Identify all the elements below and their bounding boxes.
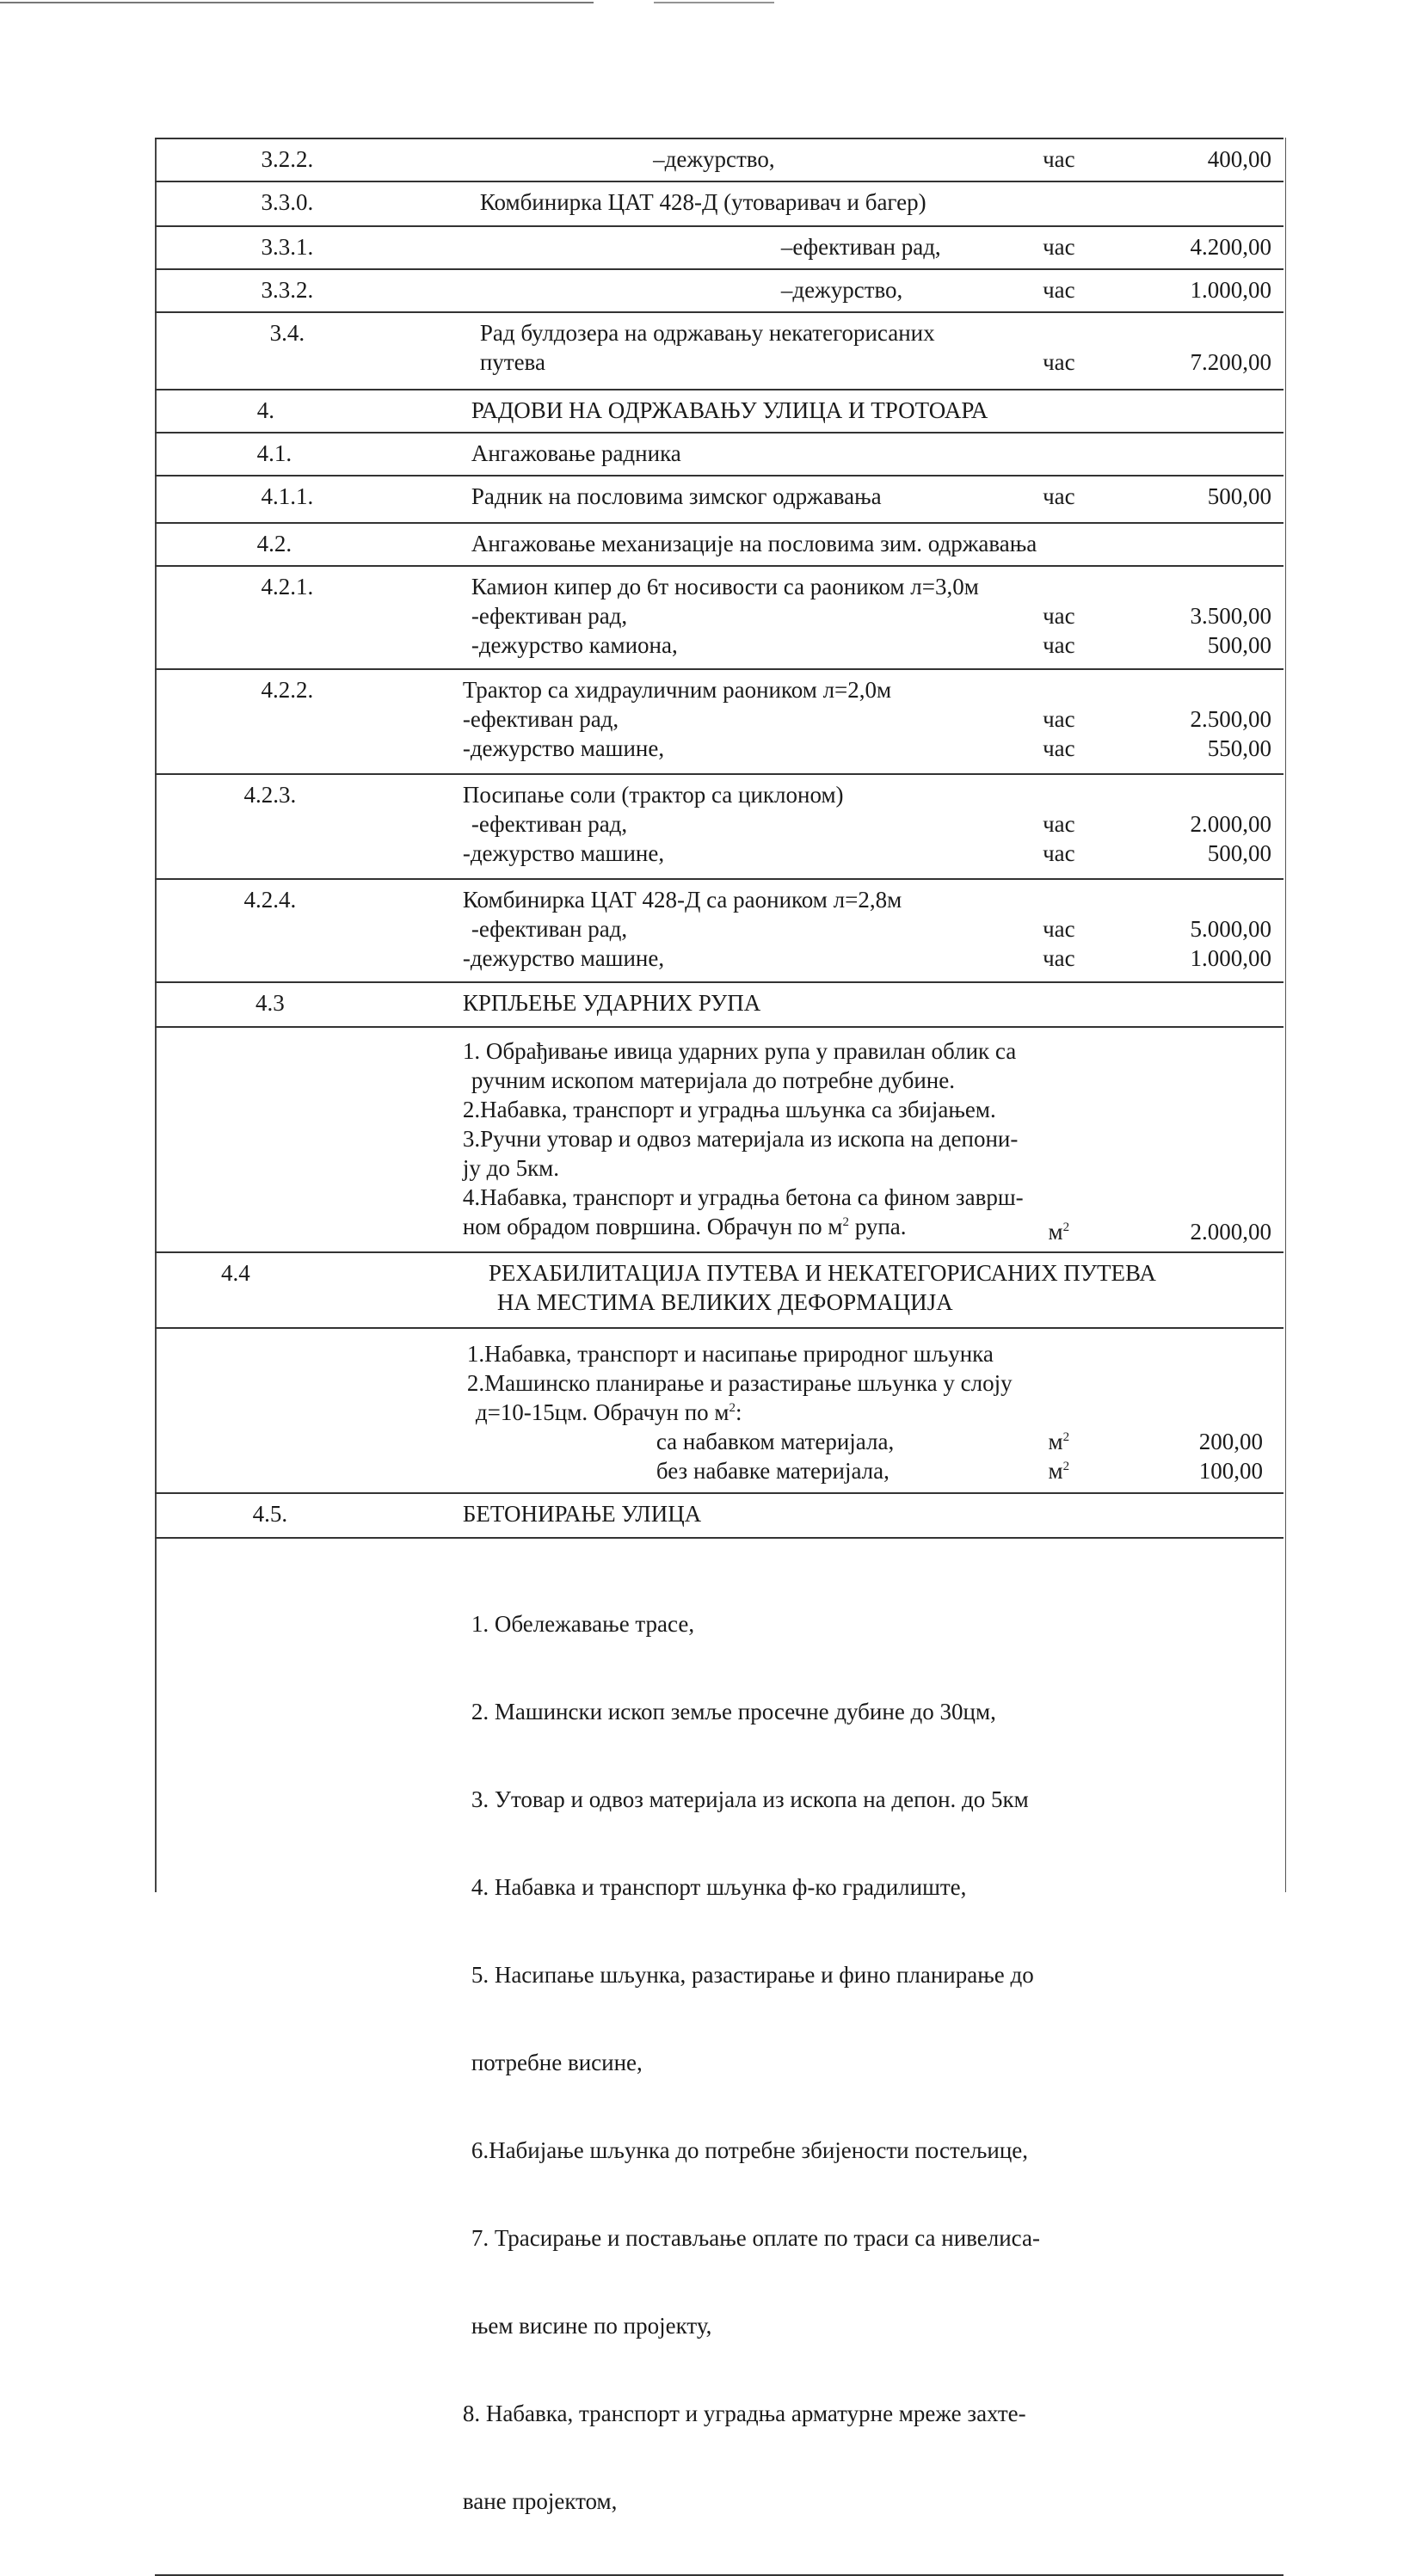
sub-description: без набавке материјала,: [656, 1458, 890, 1484]
table-row: [155, 879, 1283, 982]
item-unit: час: [1043, 945, 1075, 971]
item-quantity: 2.000,00: [1190, 811, 1271, 837]
table-row: [155, 226, 1283, 269]
sub-description: -дежурство камиона,: [471, 632, 678, 658]
description-line: 2.Машинско планирање и разастирање шљунка у слоју: [466, 1370, 1013, 1396]
item-number: 3.4.: [269, 320, 305, 346]
sub-description: са набавком материјала,: [656, 1429, 895, 1454]
item-unit: час: [1043, 735, 1075, 761]
item-unit: час: [1043, 632, 1075, 658]
table-row: [155, 669, 1283, 774]
description-line: потребне висине,: [471, 2050, 643, 2075]
item-unit: час: [1043, 277, 1075, 303]
item-quantity: 2.500,00: [1190, 706, 1271, 732]
item-quantity: 200,00: [1198, 1429, 1263, 1454]
sub-description: -дежурство машине,: [462, 735, 665, 761]
section-number: 4.5.: [252, 1501, 288, 1527]
item-description: –дежурство,: [780, 277, 903, 303]
description-line: 5. Насипање шљунка, разастирање и фино планирање до: [471, 1962, 1034, 1988]
item-number: 3.3.1.: [261, 234, 314, 260]
description-line: 8. Набавка, транспорт и уградња арматурне мреже захте-: [462, 2401, 1026, 2426]
sub-description: -ефективан рад,: [462, 706, 619, 732]
item-number: 3.2.2.: [261, 146, 314, 172]
item-unit: час: [1043, 811, 1075, 837]
item-description: –ефективан рад,: [780, 234, 941, 260]
item-number: 4.2.3.: [243, 782, 297, 808]
description-line: 2. Машински ископ земље просечне дубине до 30цм,: [471, 1699, 996, 1725]
item-unit: час: [1043, 706, 1075, 732]
description-line: 1.Набавка, транспорт и насипање природног шљунка: [466, 1341, 994, 1367]
description-line: 4. Набавка и транспорт шљунка ф-ко градилиште,: [471, 1874, 967, 1900]
scan-edge-line: [0, 2, 594, 3]
description-line: ване пројектом,: [462, 2488, 618, 2514]
scan-edge-line: [654, 2, 774, 3]
table-row: [155, 566, 1283, 669]
item-number: 3.3.2.: [261, 277, 314, 303]
table-row: [155, 138, 1283, 181]
table-row: [155, 1538, 1283, 2575]
item-description: Ангажовање радника: [471, 440, 681, 466]
item-unit: час: [1043, 146, 1075, 172]
table-row: [155, 774, 1283, 879]
item-description: Комбинирка ЦАТ 428-Д (утоваривач и багер): [479, 189, 926, 215]
item-description: [480, 318, 1000, 377]
item-title: Комбинирка ЦАТ 428-Д са раоником л=2,8м: [462, 887, 902, 913]
table-row: [155, 1252, 1283, 1328]
description-line: ручним ископом материјала до потребне дубине.: [471, 1067, 955, 1093]
item-unit: час: [1043, 234, 1075, 260]
description-line: њем висине по пројекту,: [471, 2313, 712, 2339]
description-line: 1. Обрађивање ивица ударних рупа у правилан облик са: [462, 1038, 1017, 1064]
description-line: Рад булдозера на одржавању некатегорисаних: [479, 320, 935, 346]
item-quantity: 5.000,00: [1190, 916, 1271, 942]
description-line: 7. Трасирање и постављање оплате по траси са нивелиса-: [471, 2225, 1040, 2251]
item-quantity: 1.000,00: [1190, 277, 1271, 303]
section-title: РАДОВИ НА ОДРЖАВАЊУ УЛИЦА И ТРОТОАРА: [471, 397, 988, 423]
item-description: –дежурство,: [653, 146, 775, 172]
description-line: 6.Набијање шљунка до потребне збијености постељице,: [471, 2137, 1029, 2163]
sub-description: -ефективан рад,: [471, 811, 628, 837]
table-row: [155, 982, 1283, 1027]
item-quantity: 1.000,00: [1190, 945, 1271, 971]
item-unit: час: [1043, 840, 1075, 866]
item-description: Радник на пословима зимског одржавања: [471, 483, 882, 509]
item-unit: час: [1043, 603, 1075, 629]
item-quantity: 550,00: [1207, 735, 1271, 761]
item-quantity: 7.200,00: [1190, 349, 1271, 375]
item-quantity: 500,00: [1207, 483, 1271, 509]
item-quantity: 100,00: [1198, 1458, 1263, 1484]
table-row: [155, 1027, 1283, 1252]
description-line: путева: [479, 349, 545, 375]
table-row: [155, 312, 1283, 390]
section-number: 4.: [256, 397, 275, 423]
item-title: Трактор са хидрауличним раоником л=2,0м: [462, 677, 892, 703]
table-row: [155, 181, 1283, 226]
item-number: 4.2.: [256, 531, 292, 556]
description-line: 3. Утовар и одвоз материјала из ископа на депон. до 5км: [471, 1786, 1029, 1812]
item-number: 4.2.1.: [261, 574, 314, 599]
sub-description: -ефективан рад,: [471, 603, 628, 629]
description-line: д=10-15цм. Обрачун по $м^2$:: [475, 1399, 742, 1425]
table-row: [155, 523, 1283, 566]
sub-description: -ефективан рад,: [471, 916, 628, 942]
description-line: 3.Ручни утовар и одвоз материјала из ископа на депони-: [462, 1126, 1019, 1152]
description-line: ном обрадом површина. Обрачун по $м^2$ рупа.: [462, 1214, 907, 1239]
item-unit: час: [1043, 916, 1075, 942]
item-number: 4.1.1.: [261, 483, 314, 509]
table-row: [155, 269, 1283, 312]
item-unit: $м^2$: [1048, 1458, 1070, 1484]
section-title: БЕТОНИРАЊЕ УЛИЦА: [462, 1501, 702, 1527]
item-number: 4.1.: [256, 440, 292, 466]
table-row: [155, 476, 1283, 523]
item-number: 4.2.2.: [261, 677, 314, 703]
section-title: КРПЉЕЊЕ УДАРНИХ РУПА: [462, 990, 761, 1016]
item-title: Посипање соли (трактор са циклоном): [462, 782, 844, 808]
item-unit: $м^2$: [1048, 1219, 1070, 1245]
item-quantity: 3.500,00: [1190, 603, 1271, 629]
section-title: РЕХАБИЛИТАЦИЈА ПУТЕВА И НЕКАТЕГОРИСАНИХ ПУТЕВА: [488, 1260, 1156, 1286]
item-quantity: 500,00: [1207, 632, 1271, 658]
item-description: Ангажовање механизације на пословима зим. одржавања: [471, 531, 1037, 556]
table-row: [155, 1493, 1283, 1538]
description-line: 2.Набавка, транспорт и уградња шљунка са збијањем.: [462, 1097, 996, 1122]
table-row: [155, 433, 1283, 476]
description-line: ју до 5км.: [462, 1155, 560, 1181]
table-row: [155, 390, 1283, 433]
sub-description: -дежурство машине,: [462, 840, 665, 866]
item-unit: $м^2$: [1048, 1429, 1070, 1454]
item-number: 4.2.4.: [243, 887, 297, 913]
section-title: НА МЕСТИМА ВЕЛИКИХ ДЕФОРМАЦИЈА: [496, 1289, 953, 1315]
table-row: [155, 1328, 1283, 1493]
item-quantity: 2.000,00: [1190, 1219, 1271, 1245]
item-quantity: 4.200,00: [1190, 234, 1271, 260]
section-number: 4.4: [221, 1260, 250, 1286]
item-title: Камион кипер до 6т носивости са раоником л=3,0м: [471, 574, 979, 599]
item-unit: час: [1043, 349, 1075, 375]
works-table: [155, 138, 1283, 2576]
sub-description: -дежурство машине,: [462, 945, 665, 971]
item-number: 3.3.0.: [261, 189, 314, 215]
description-line: 1. Обележавање трасе,: [471, 1611, 695, 1637]
description-line: 4.Набавка, транспорт и уградња бетона са фином заврш-: [462, 1184, 1024, 1210]
item-unit: час: [1043, 483, 1075, 509]
item-quantity: 500,00: [1207, 840, 1271, 866]
item-quantity: 400,00: [1207, 146, 1271, 172]
section-number: 4.3: [255, 990, 285, 1016]
